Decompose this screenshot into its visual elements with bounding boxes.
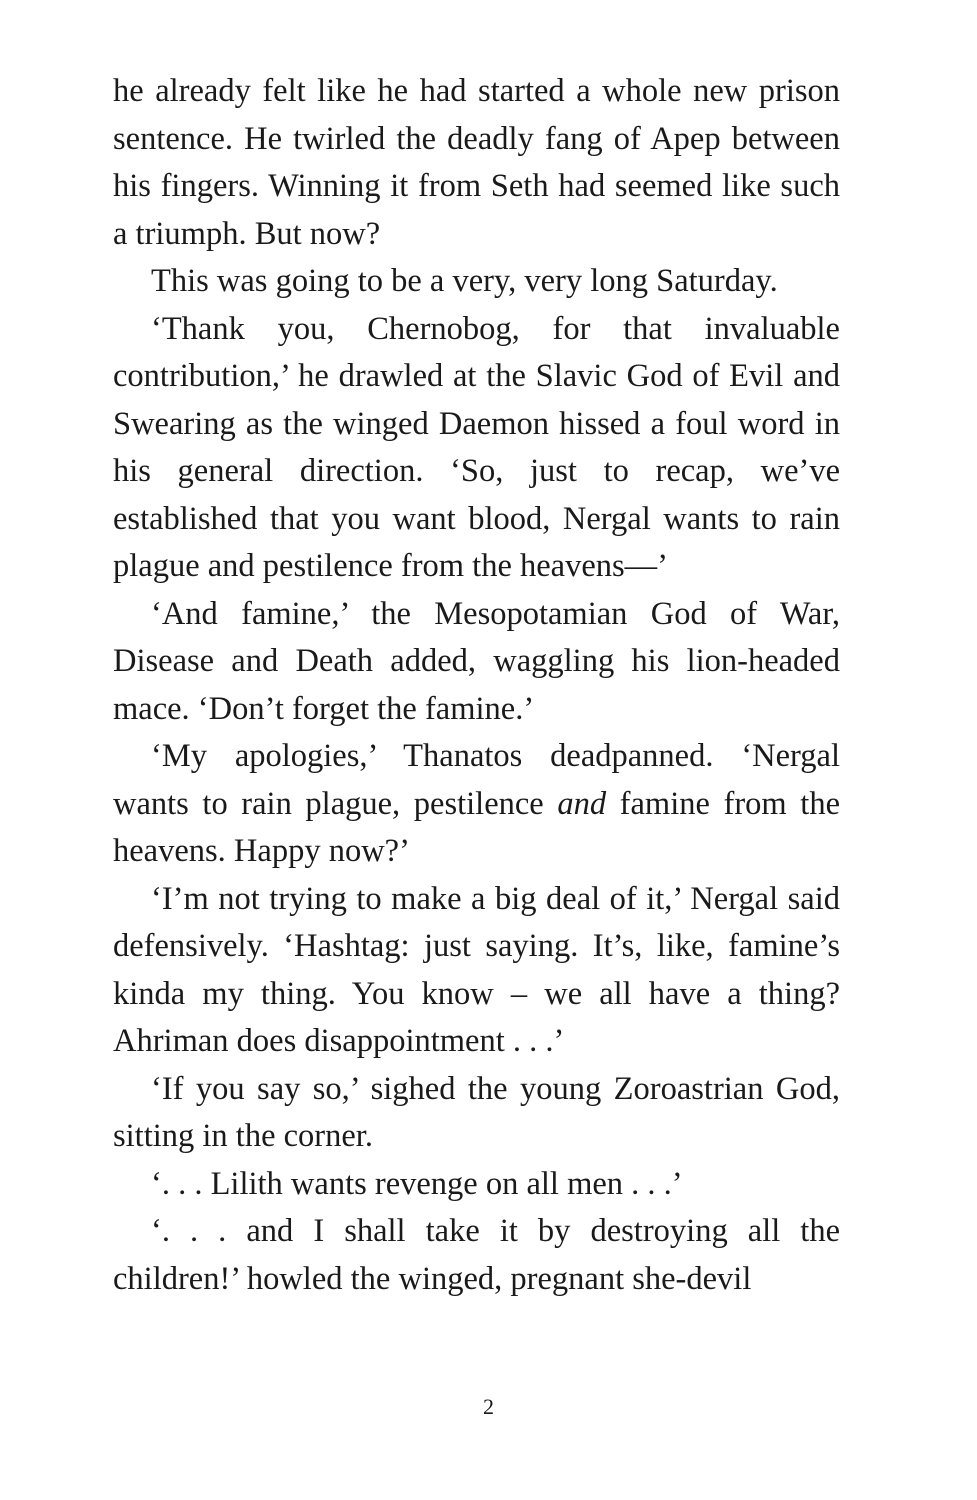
page-number: 2 — [483, 1394, 494, 1419]
paragraph-2: This was going to be a very, very long Saturday. — [151, 263, 778, 299]
paragraph-3: ‘Thank you, Chernobog, for that invaluable contribution,’ he drawled at the Slavic God of Evil and Swearing as the winged Daemon hissed a foul word in his general direction. ‘So, just to recap, we’ve established that you want blood, Nergal wants to rain plague and pestilence from the heavens—’ — [113, 310, 840, 584]
paragraph-7: ‘If you say so,’ sighed the young Zoroastrian God, sitting in the corner. — [113, 1070, 840, 1154]
paragraph-4: ‘And famine,’ the Mesopotamian God of War, Disease and Death added, waggling his lion-headed mace. ‘Don’t forget the famine.’ — [113, 595, 840, 727]
paragraph-5-after: famine from the heavens. Happy now?’ — [113, 785, 840, 869]
paragraph-1: he already felt like he had started a whole new prison sentence. He twirled the deadly fang of Apep between his fingers. Winning it from Seth had seemed like such a triumph. But now? — [113, 73, 840, 252]
paragraph-6: ‘I’m not trying to make a big deal of it,’ Nergal said defensively. ‘Hashtag: just saying. It’s, like, famine’s kinda my thing. You know – we all have a thing? Ahriman does disappointment . . .’ — [113, 880, 840, 1059]
paragraph-5-emphasis: and — [557, 785, 607, 822]
paragraph-5 — [113, 733, 840, 876]
body-text — [113, 68, 840, 1303]
paragraph-5-before: ‘My apologies,’ Thanatos deadpanned. ‘Nergal wants to rain plague, pestilence — [113, 738, 840, 822]
paragraph-9: ‘. . . and I shall take it by destroying all the children!’ howled the winged, pregnant she-devil — [113, 1213, 840, 1297]
paragraph-8: ‘. . . Lilith wants revenge on all men . . .’ — [151, 1165, 683, 1202]
